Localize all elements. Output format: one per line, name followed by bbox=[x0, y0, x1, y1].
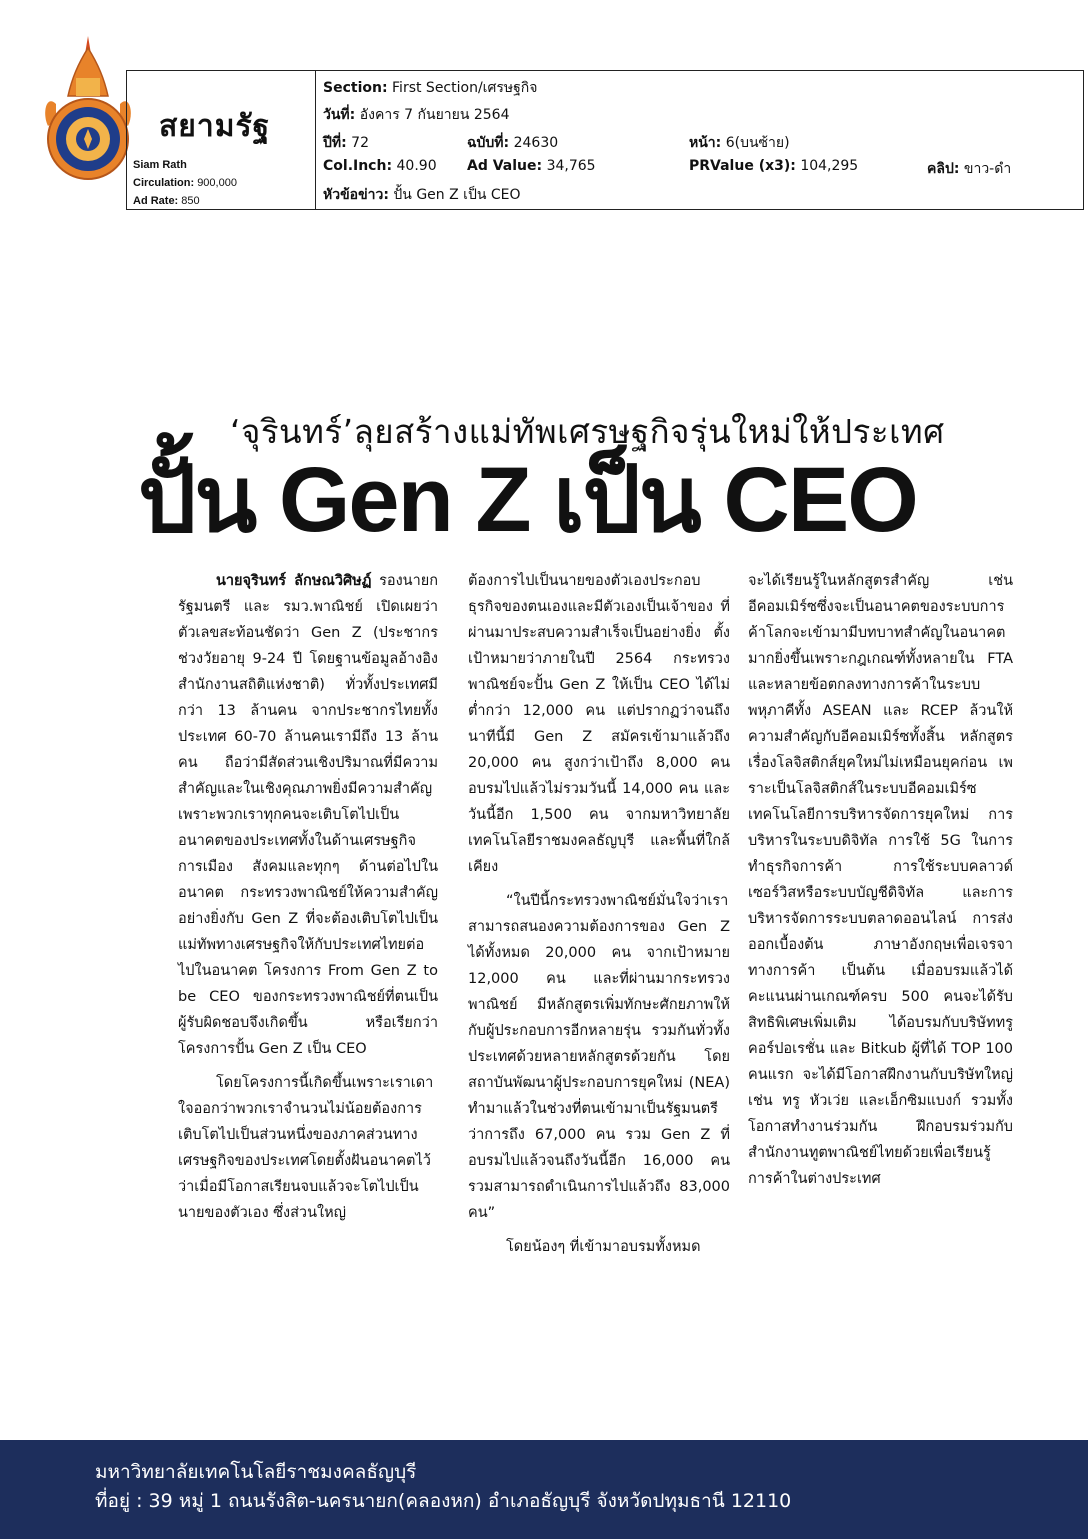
paragraph: ต้องการไปเป็นนายของตัวเองประกอบธุรกิจของตนเองและมีตัวเองเป็นเจ้าของ ที่ผ่านมาประสบความสำเร็จเป็นอย่างยิ่ง ตั้งเป้าหมายว่าภายในปี 2564 กระทรวงพาณิชย์จะปั้น Gen Z ให้เป็น CEO ได้ไม่ต่ำกว่า 12,000 คน แต่ปรากฏว่าจนถึงนาทีนี้มี Gen Z สมัครเข้ามาแล้วถึง 20,000 คน สูงกว่าเป้าถึง 8,000 คน อบรมไปแล้วไม่รวมวันนี้ 14,000 คน และวันนี้อีก 1,500 คน จากมหาวิทยาลัยเทคโนโลยีราชมงคลธัญบุรี และพื้นที่ใกล้เคียง bbox=[468, 573, 730, 875]
advalue-field: Ad Value: 34,765 bbox=[467, 158, 596, 174]
article-column-3 bbox=[748, 568, 1013, 1200]
clip-field: คลิป: ขาว-ดำ bbox=[927, 161, 1012, 177]
date-field: วันที่: อังคาร 7 กันยายน 2564 bbox=[323, 107, 510, 123]
paragraph: จะได้เรียนรู้ในหลักสูตรสำคัญ เช่นอีคอมเมิร์ซซึ่งจะเป็นอนาคตของระบบการค้าโลกจะเข้ามามีบทบาทสำคัญในอนาคตมากยิ่งขึ้นเพราะกฎเกณฑ์ทั้งหลายใน FTA และหลายข้อตกลงทางการค้าในระบบพหุภาคีทั้ง ASEAN และ RCEP ล้วนให้ความสำคัญกับอีคอมเมิร์ซทั้งสิ้น หลักสูตรเรื่องโลจิสติกส์ยุคใหม่ไม่เหมือนยุคก่อน เพราะเป็นโลจิสติกส์ในระบบอีคอมเมิร์ซ เทคโนโลยีการบริหารจัดการยุคใหม่ การบริหารในระบบดิจิทัล การใช้ 5G ในการทำธุรกิจการค้า การใช้ระบบคลาวด์เซอร์วิสหรือระบบบัญชีดิจิทัล และการบริหารจัดการระบบตลาดออนไลน์ การส่งออกเบื้องต้น ภาษาอังกฤษเพื่อเจรจาทางการค้า เป็นต้น เมื่ออบรมแล้วได้คะแนนผ่านเกณฑ์ครบ 500 คนจะได้รับสิทธิพิเศษเพิ่มเติม ได้อบรมกับบริษัททรูคอร์ปอเรชั่น และ Bitkub ผู้ที่ได้ TOP 100 คนแรก จะได้มีโอกาสฝึกงานกับบริษัทใหญ่ เช่น ทรู หัวเว่ย และเอ็กซิมแบงก์ รวมทั้งโอกาสทำงานร่วมกัน ฝึกอบรมร่วมกับสำนักงานทูตพาณิชย์ไทยด้วยเพื่อเรียนรู้การค้าในต่างประเทศ bbox=[748, 573, 1013, 1187]
colinch-field: Col.Inch: 40.90 bbox=[323, 158, 437, 174]
article-subhead: ‘จุรินทร์’ลุยสร้างแม่ทัพเศรษฐกิจรุ่นใหม่ให้ประเทศ bbox=[230, 412, 945, 451]
year-field: ปีที่: 72 bbox=[323, 135, 369, 151]
article-column-1 bbox=[178, 568, 438, 1234]
article-headline: ปั้น Gen Z เป็น CEO bbox=[138, 449, 917, 551]
university-logo bbox=[38, 34, 138, 184]
headline-field: หัวข้อข่าว: ปั้น Gen Z เป็น CEO bbox=[323, 187, 521, 203]
article-column-2 bbox=[468, 568, 730, 1268]
section-field: Section: First Section/เศรษฐกิจ bbox=[323, 80, 538, 96]
newspaper-name: สยามรัฐ bbox=[159, 109, 271, 144]
footer-address: ที่อยู่ : 39 หมู่ 1 ถนนรังสิต-นครนายก(คลองหก) อำเภอธัญบุรี จังหวัดปทุมธานี 12110 bbox=[95, 1490, 792, 1512]
footer-bar bbox=[0, 1440, 1088, 1539]
prvalue-field: PRValue (x3): 104,295 bbox=[689, 158, 859, 174]
circulation: Circulation: 900,000 bbox=[133, 177, 237, 189]
paragraph: นายจุรินทร์ ลักษณวิศิษฏ์ รองนายกรัฐมนตรี และ รมว.พาณิชย์ เปิดเผยว่า ตัวเลขสะท้อนชัดว่า Gen Z (ประชากรช่วงวัยอายุ 9-24 ปี โดยฐานข้อมูลอ้างอิงสำนักงานสถิติแห่งชาติ) ทั่วทั้งประเทศมีกว่า 13 ล้านคน จากประชากรไทยทั้งประเทศ 60-70 ล้านคนเรามีถึง 13 ล้านคน ถือว่ามีสัดส่วนเชิงปริมาณที่มีความสำคัญและในเชิงคุณภาพยิ่งมีความสำคัญเพราะพวกเราทุกคนจะเติบโตไปเป็นอนาคตของประเทศทั้งในด้านเศรษฐกิจ การเมือง สังคมและทุกๆ ด้านต่อไปในอนาคต กระทรวงพาณิชย์ให้ความสำคัญอย่างยิ่งกับ Gen Z ที่จะต้องเติบโตไปเป็นแม่ทัพทางเศรษฐกิจให้กับประเทศไทยต่อไปในอนาคต โครงการ From Gen Z to be CEO ของกระทรวงพาณิชย์ที่ตนเป็นผู้รับผิดชอบจึงเกิดขึ้น หรือเรียกว่าโครงการปั้น Gen Z เป็น CEO bbox=[178, 573, 438, 1057]
footer-university-name: มหาวิทยาลัยเทคโนโลยีราชมงคลธัญบุรี bbox=[95, 1461, 417, 1483]
speaker-name: นายจุรินทร์ ลักษณวิศิษฏ์ bbox=[216, 573, 372, 589]
issue-field: ฉบับที่: 24630 bbox=[467, 135, 559, 151]
newspaper-name-en: Siam Rath bbox=[133, 159, 187, 171]
page-field: หน้า: 6(บนซ้าย) bbox=[689, 135, 790, 151]
quote-paragraph: “ในปีนี้กระทรวงพาณิชย์มั่นใจว่าเราสามารถสนองความต้องการของ Gen Z ได้ทั้งหมด 20,000 คน จากเป้าหมาย 12,000 คน และที่ผ่านมากระทรวงพาณิชย์ มีหลักสูตรเพิ่มทักษะศักยภาพให้กับผู้ประกอบการอีกหลายรุ่น รวมกันทั่วทั้งประเทศด้วยหลายหลักสูตรด้วยกัน โดยสถาบันพัฒนาผู้ประกอบการยุคใหม่ (NEA) ทำมาแล้วในช่วงที่ตนเข้ามาเป็นรัฐมนตรีว่าการถึง 67,000 คน รวม Gen Z ที่อบรมไปแล้วจนถึงวันนี้อีก 16,000 คน รวมสามารถดำเนินการไปแล้วถึง 83,000 คน” bbox=[468, 893, 730, 1221]
paragraph: โดยน้องๆ ที่เข้ามาอบรมทั้งหมด bbox=[506, 1239, 701, 1255]
clipping-header bbox=[126, 70, 1084, 210]
newspaper-cell bbox=[127, 71, 316, 209]
paragraph: โดยโครงการนี้เกิดขึ้นเพราะเราเดาใจออกว่าพวกเราจำนวนไม่น้อยต้องการเติบโตไปเป็นส่วนหนึ่งของภาคส่วนทางเศรษฐกิจของประเทศโดยตั้งฝันอนาคตไว้ว่าเมื่อมีโอกาสเรียนจบแล้วจะโตไปเป็นนายของตัวเอง ซึ่งส่วนใหญ่ bbox=[178, 1075, 434, 1221]
ad-rate: Ad Rate: 850 bbox=[133, 195, 200, 207]
